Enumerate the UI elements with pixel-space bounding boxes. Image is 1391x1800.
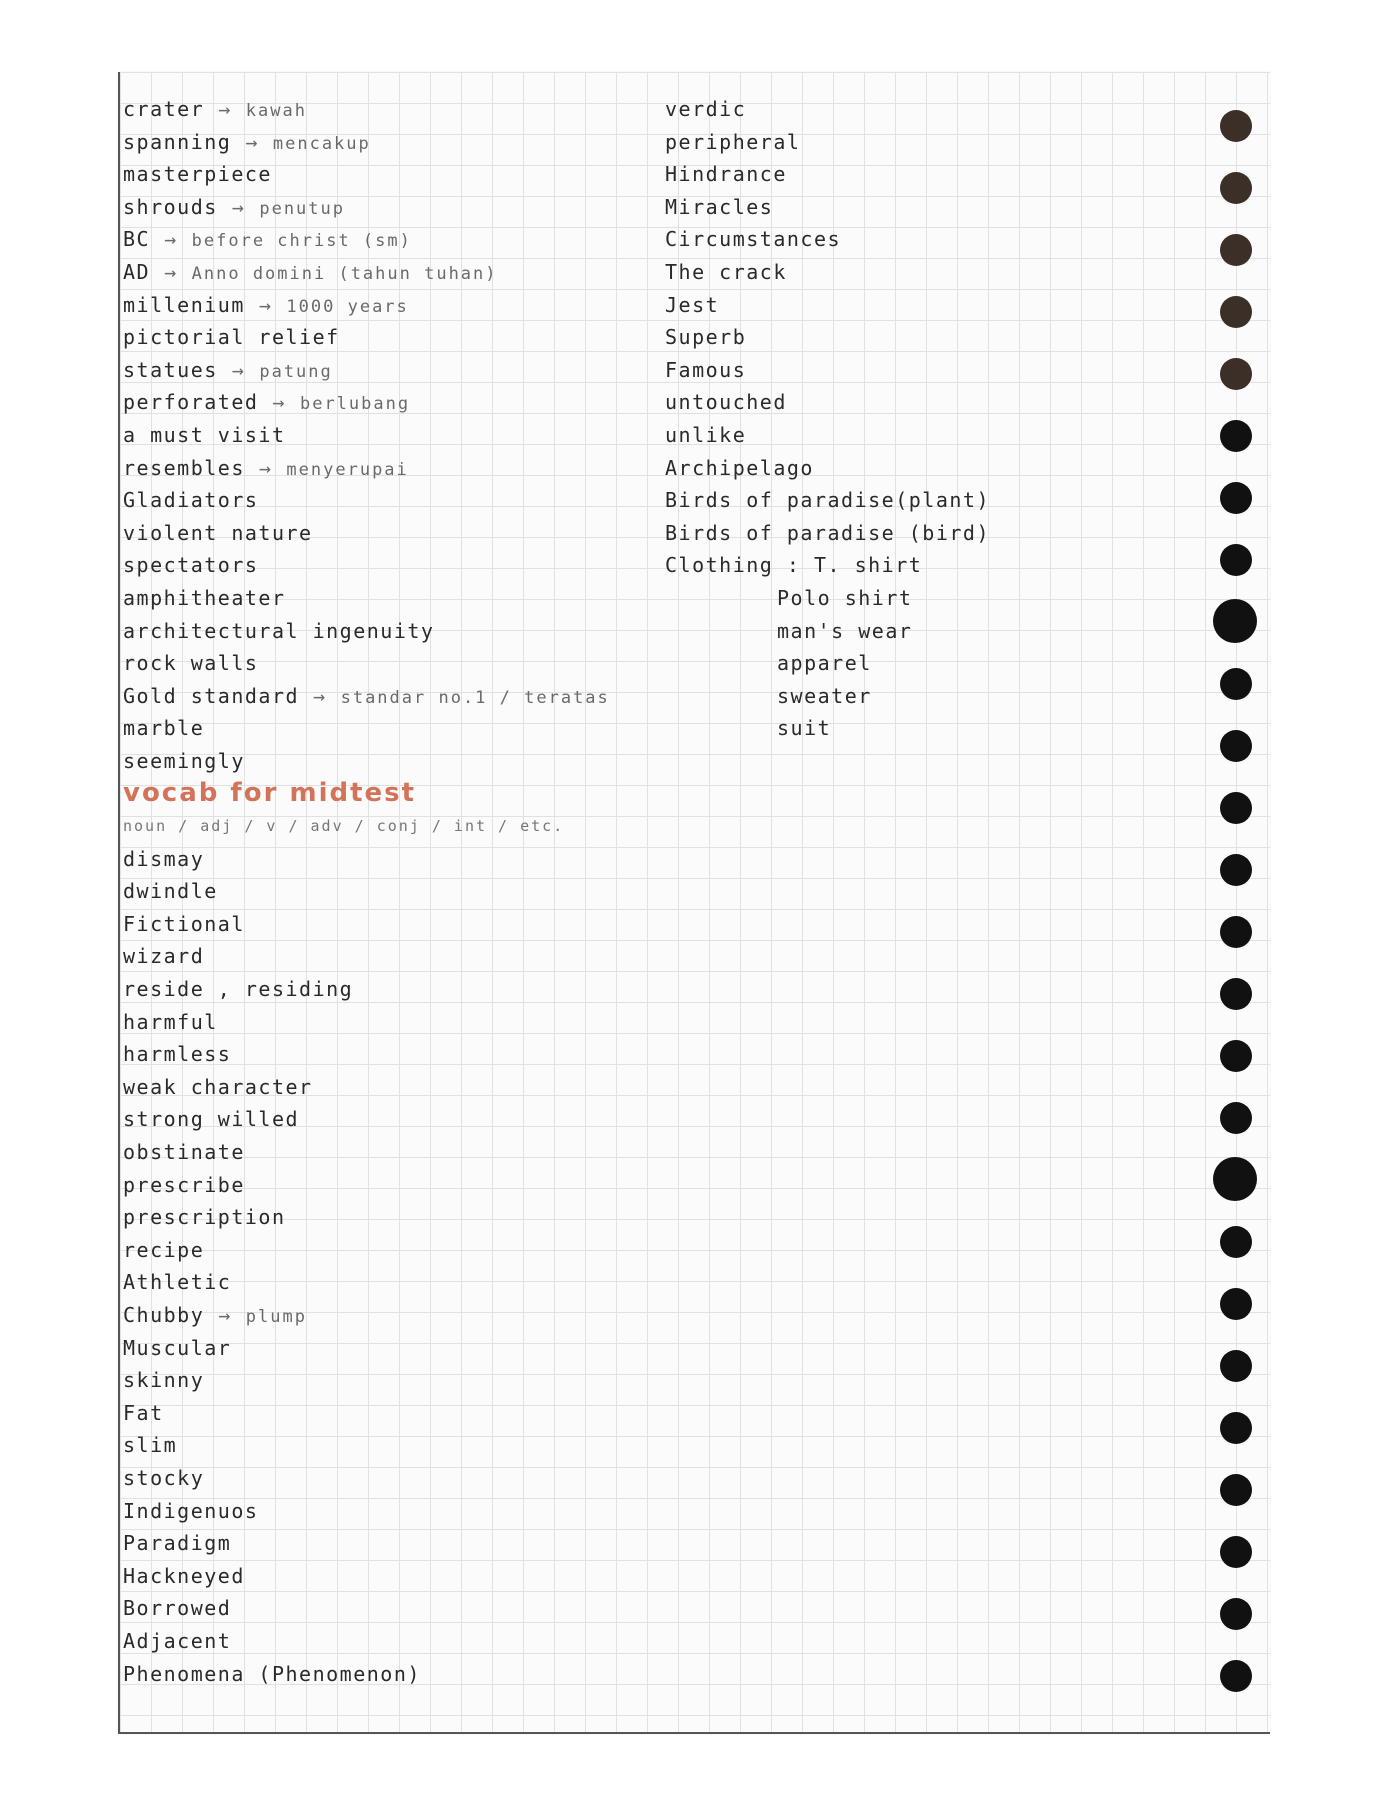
vocab-entry: wizard <box>123 944 205 969</box>
clothing-item: apparel <box>777 651 872 676</box>
vocab-entry: Birds of paradise (bird) <box>665 520 990 545</box>
binder-hole <box>1220 1474 1252 1506</box>
parts-of-speech-note: noun / adj / v / adv / conj / int / etc. <box>123 817 565 836</box>
vocab-entry: masterpiece <box>123 162 272 187</box>
vocab-entry: Fictional <box>123 911 245 936</box>
vocab-entry: Muscular <box>123 1335 232 1360</box>
vocab-entry: harmless <box>123 1042 232 1067</box>
vocab-entry: Archipelago <box>665 455 814 480</box>
vocab-entry: unlike <box>665 422 747 447</box>
binder-hole <box>1220 1660 1252 1692</box>
binder-hole <box>1220 1598 1252 1630</box>
vocab-entry: crater → kawah <box>123 97 307 121</box>
binder-hole <box>1220 1102 1252 1134</box>
vocab-entry: Jest <box>665 292 720 317</box>
binder-hole <box>1213 1157 1257 1201</box>
vocab-entry: perforated → berlubang <box>123 390 411 415</box>
vocab-entry: spectators <box>123 553 259 578</box>
vocab-entry: BC → before christ (sm) <box>123 227 412 252</box>
vocab-entry: Birds of paradise(plant) <box>665 488 990 513</box>
vocab-entry: Hindrance <box>665 162 787 187</box>
binder-hole <box>1220 234 1252 266</box>
vocab-entry: seemingly <box>123 748 245 773</box>
vocab-entry: shrouds → penutup <box>123 194 345 219</box>
vocab-entry: Famous <box>665 357 747 382</box>
binder-hole <box>1220 172 1252 204</box>
binder-hole <box>1220 358 1252 390</box>
vocab-entry: Borrowed <box>123 1596 232 1621</box>
vocab-entry: resembles → menyerupai <box>123 455 409 480</box>
vocab-entry: Phenomena (Phenomenon) <box>123 1661 421 1686</box>
binder-hole <box>1220 854 1252 886</box>
vocab-entry: AD → Anno domini (tahun tuhan) <box>123 259 498 284</box>
vocab-entry: Gladiators <box>123 488 259 513</box>
vocab-entry: violent nature <box>123 520 313 545</box>
binder-hole <box>1220 296 1252 328</box>
vocab-entry: strong willed <box>123 1107 300 1132</box>
binder-hole <box>1220 110 1252 142</box>
vocab-entry: prescription <box>123 1205 286 1230</box>
binder-hole <box>1220 978 1252 1010</box>
vocab-entry: Fat <box>123 1400 164 1425</box>
binder-hole <box>1220 730 1252 762</box>
binder-hole <box>1220 1288 1252 1320</box>
binder-hole <box>1220 668 1252 700</box>
clothing-item: sweater <box>777 683 872 708</box>
section-heading: vocab for midtest <box>123 778 417 809</box>
vocab-entry: Clothing : T. shirt <box>665 553 923 578</box>
binder-hole <box>1220 916 1252 948</box>
vocab-entry: reside , residing <box>123 977 354 1002</box>
binder-hole <box>1220 1040 1252 1072</box>
vocab-entry: The crack <box>665 259 787 284</box>
binder-hole <box>1220 1350 1252 1382</box>
vocab-entry: architectural ingenuity <box>123 618 435 643</box>
vocab-entry: Miracles <box>665 194 774 219</box>
vocab-entry: slim <box>123 1433 178 1458</box>
binder-hole <box>1220 482 1252 514</box>
vocab-entry: Gold standard → standar no.1 / teratas <box>123 683 610 708</box>
clothing-item: Polo shirt <box>777 585 913 610</box>
vocab-entry: Athletic <box>123 1270 232 1295</box>
vocab-entry: pictorial relief <box>123 325 340 350</box>
vocab-entry: statues → patung <box>123 357 333 382</box>
vocab-entry: spanning → mencakup <box>123 129 371 154</box>
vocab-entry: Indigenuos <box>123 1498 259 1523</box>
binder-hole <box>1220 1226 1252 1258</box>
vocab-entry: rock walls <box>123 651 259 676</box>
vocab-entry: dwindle <box>123 879 218 904</box>
vocab-entry: dismay <box>123 846 205 871</box>
vocab-entry: skinny <box>123 1368 205 1393</box>
vocab-entry: Chubby → plump <box>123 1302 307 1327</box>
clothing-item: suit <box>777 716 832 741</box>
binder-hole <box>1220 420 1252 452</box>
binder-hole <box>1220 544 1252 576</box>
vocab-entry: amphitheater <box>123 585 286 610</box>
vocab-entry: weak character <box>123 1074 313 1099</box>
vocab-entry: recipe <box>123 1237 205 1262</box>
vocab-entry: Paradigm <box>123 1531 232 1556</box>
vocab-entry: obstinate <box>123 1140 245 1164</box>
vocab-entry: Superb <box>665 325 747 350</box>
binder-hole <box>1213 599 1257 643</box>
binder-hole <box>1220 1412 1252 1444</box>
vocab-entry: Adjacent <box>123 1628 232 1653</box>
binder-holes <box>1210 100 1270 1720</box>
vocab-entry: stocky <box>123 1465 205 1490</box>
binder-hole <box>1220 1536 1252 1568</box>
vocab-entry: millenium → 1000 years <box>123 292 409 317</box>
vocab-entry: peripheral <box>665 129 801 154</box>
vocab-entry: Circumstances <box>665 227 842 252</box>
vocab-entry: verdic <box>665 97 747 121</box>
vocab-entry: a must visit <box>123 422 286 447</box>
binder-hole <box>1220 792 1252 824</box>
vocab-entry: prescribe <box>123 1172 245 1197</box>
left-column <box>123 93 683 1690</box>
vocab-entry: untouched <box>665 390 787 415</box>
clothing-item: man's wear <box>777 618 913 643</box>
vocab-entry: harmful <box>123 1009 218 1034</box>
vocab-entry: marble <box>123 716 205 741</box>
right-column <box>665 93 1065 745</box>
vocab-entry: Hackneyed <box>123 1563 245 1588</box>
